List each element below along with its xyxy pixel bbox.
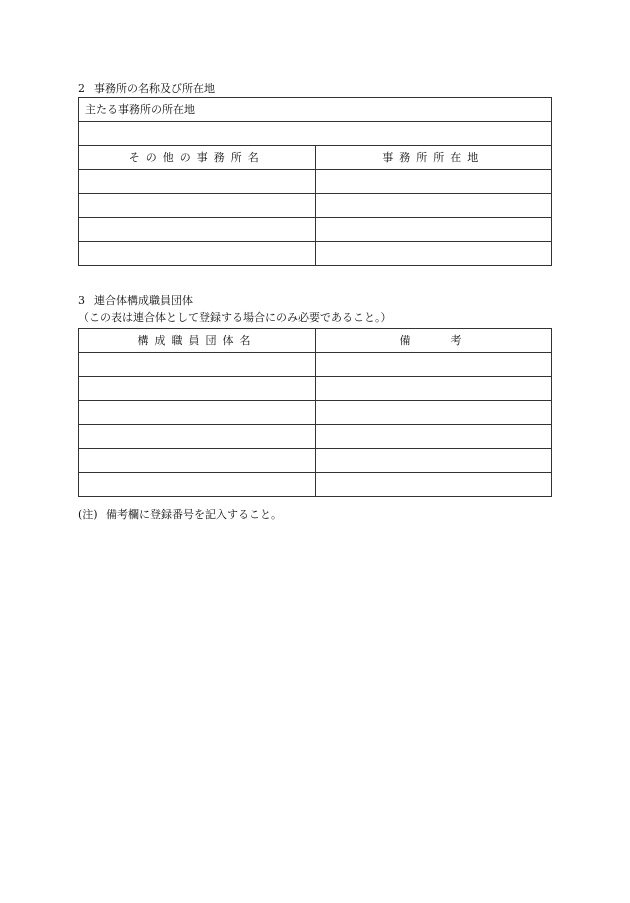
section-2-number: 2	[78, 82, 85, 95]
table-row	[79, 401, 552, 425]
remarks-cell[interactable]	[316, 473, 552, 497]
table-row	[79, 194, 552, 218]
member-name-cell[interactable]	[79, 353, 316, 377]
main-office-label-cell: 主たる事務所の所在地	[79, 98, 552, 122]
office-table	[78, 97, 552, 266]
remarks-cell[interactable]	[316, 401, 552, 425]
remarks-cell[interactable]	[316, 449, 552, 473]
table-row	[79, 353, 552, 377]
table-row	[79, 425, 552, 449]
section-3-title: 連合体構成職員団体	[94, 294, 193, 307]
table-row	[79, 242, 552, 266]
other-office-name-header: その他の事務所名	[79, 146, 316, 170]
main-office-value-row	[79, 122, 552, 146]
table-row	[79, 377, 552, 401]
section-3-number: 3	[78, 294, 85, 307]
member-name-header: 構成職員団体名	[79, 329, 316, 353]
table-row	[79, 473, 552, 497]
member-name-cell[interactable]	[79, 449, 316, 473]
member-name-cell[interactable]	[79, 473, 316, 497]
office-location-cell[interactable]	[315, 170, 552, 194]
footnote-label: (注)	[78, 508, 98, 521]
section-2-title: 事務所の名称及び所在地	[94, 82, 215, 95]
main-office-label-row	[79, 98, 552, 122]
section-2-heading	[78, 82, 215, 96]
footnote-text: 備考欄に登録番号を記入すること。	[106, 508, 282, 521]
other-office-name-cell[interactable]	[79, 194, 316, 218]
footnote	[78, 508, 282, 522]
section-3-heading	[78, 294, 193, 308]
office-location-cell[interactable]	[315, 194, 552, 218]
remarks-cell[interactable]	[316, 353, 552, 377]
office-table-header-row	[79, 146, 552, 170]
member-name-cell[interactable]	[79, 401, 316, 425]
member-union-table	[78, 328, 552, 497]
member-name-cell[interactable]	[79, 425, 316, 449]
table-row	[79, 449, 552, 473]
table-row	[79, 218, 552, 242]
other-office-name-cell[interactable]	[79, 170, 316, 194]
remarks-header: 備 考	[316, 329, 552, 353]
remarks-cell[interactable]	[316, 425, 552, 449]
remarks-cell[interactable]	[316, 377, 552, 401]
other-office-name-cell[interactable]	[79, 242, 316, 266]
main-office-value-cell[interactable]	[79, 122, 552, 146]
member-name-cell[interactable]	[79, 377, 316, 401]
office-location-cell[interactable]	[315, 242, 552, 266]
other-office-name-cell[interactable]	[79, 218, 316, 242]
table-row	[79, 170, 552, 194]
member-table-header-row	[79, 329, 552, 353]
office-location-header: 事務所所在地	[315, 146, 552, 170]
office-location-cell[interactable]	[315, 218, 552, 242]
section-3-subnote: （この表は連合体として登録する場合にのみ必要であること。）	[78, 311, 392, 324]
